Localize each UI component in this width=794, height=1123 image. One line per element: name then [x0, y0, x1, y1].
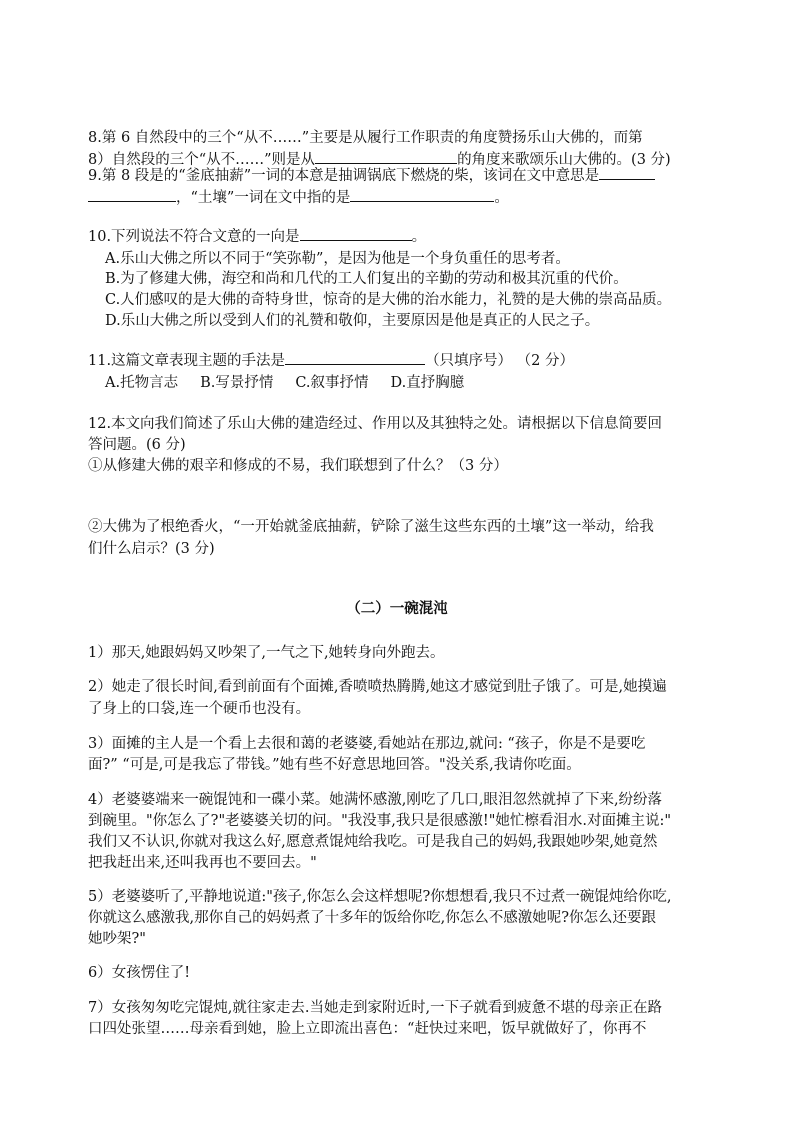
- passage-p4-line-2: 到碗里。"你怎么了?"老婆婆关切的问。"我没事,我只是很感激!"她忙檫看泪水.对面摊主说:": [88, 813, 672, 829]
- q11-stem-end: （只填序号） （2 分）: [425, 353, 575, 369]
- passage-p4-line-1: 4）老婆婆端来一碗馄饨和一碟小菜。她满怀感激,刚吃了几口,眼泪忽然就掉了下来,纷纷落: [88, 792, 663, 808]
- q8-line-2-start: 8）自然段的三个“从不……”则是从: [88, 152, 316, 168]
- passage-p1: 1）那天,她跟妈妈又吵架了,一气之下,她转身向外跑去。: [88, 645, 445, 661]
- q11-option-c: C.叙事抒情: [295, 375, 369, 391]
- q11-stem-text: 11.这篇文章表现主题的手法是: [88, 353, 286, 369]
- q9-answer-blank-1b[interactable]: [88, 187, 176, 202]
- passage-p3-line-1: 3）面摊的主人是一个看上去很和蔼的老婆婆,看她站在那边,就问: “孩子，你是不是要吃: [88, 736, 646, 752]
- passage-p7-line-1: 7）女孩匆匆吃完馄炖,就往家走去.当她走到家附近时,一下子就看到疲惫不堪的母亲正在路: [88, 1000, 663, 1016]
- passage-p5-line-3: 她吵架?": [88, 931, 146, 947]
- q11-answer-blank[interactable]: [285, 350, 425, 365]
- q10-option-c: C.人们感叹的是大佛的奇特身世，惊奇的是大佛的治水能力，礼赞的是大佛的崇高品质。: [105, 292, 672, 308]
- q12-line-1: 12.本文向我们简述了乐山大佛的建造经过、作用以及其独特之处。请根据以下信息简要回: [88, 416, 663, 432]
- q10-option-d: D.乐山大佛之所以受到人们的礼赞和敬仰，主要原因是他是真正的人民之子。: [105, 313, 600, 329]
- q12-sub-2-line-1: ②大佛为了根绝香火，“一开始就釜底抽薪，铲除了滋生这些东西的土壤”这一举动，给我: [88, 519, 654, 535]
- q10-answer-blank[interactable]: [300, 226, 412, 241]
- q12-sub-1: ①从修建大佛的艰辛和修成的不易，我们联想到了什么？（3 分）: [88, 458, 508, 474]
- q10-stem: [88, 226, 426, 248]
- section-title: （二）一碗混沌: [346, 600, 448, 617]
- q11-options: [105, 372, 486, 394]
- q9-answer-blank-2[interactable]: [350, 187, 494, 202]
- q8-line-1: 8.第 6 自然段中的三个“从不……”主要是从履行工作职责的角度赞扬乐山大佛的，而第: [88, 130, 643, 146]
- q9-line-1-text: 9.第 8 段是的“釜底抽薪”一词的本意是抽调锅底下燃烧的柴，该词在文中意思是: [88, 168, 600, 184]
- passage-p7-line-2: 口四处张望……母亲看到她，脸上立即流出喜色：“赶快过来吧，饭早就做好了，你再不: [88, 1021, 647, 1037]
- q10-option-b: B.为了修建大佛，海空和尚和几代的工人们复出的辛勤的劳动和极其沉重的代价。: [105, 271, 628, 287]
- q9-answer-blank-1a[interactable]: [599, 165, 655, 180]
- q9-line-2: [88, 187, 509, 209]
- q10-option-a: A.乐山大佛之所以不同于“笑弥勒”，是因为他是一个身负重任的思考者。: [105, 251, 570, 267]
- q12-sub-2-line-2: 们什么启示？(3 分): [88, 541, 215, 557]
- passage-p5-line-1: 5）老婆婆听了,平静地说道:"孩子,你怎么会这样想呢?你想想看,我只不过煮一碗馄炖给你吃,: [88, 889, 672, 905]
- q9-line-2-mid: ，“土壤”一词在文中指的是: [176, 190, 351, 206]
- q8-answer-blank[interactable]: [315, 149, 457, 164]
- q9-line-1: [88, 165, 655, 187]
- q10-stem-end: 。: [411, 229, 427, 245]
- passage-p2-line-1: 2）她走了很长时间,看到前面有个面摊,香喷喷热腾腾,她这才感觉到肚子饿了。可是,她摸遍: [88, 679, 667, 695]
- passage-p5-line-2: 你就这么感激我,那你自己的妈妈煮了十多年的饭给你吃,你怎么不感激她呢?你怎么还要跟: [88, 910, 656, 926]
- passage-p4-line-3: 我们又不认识,你就对我这么好,愿意煮馄炖给我吃。可是我自己的妈妈,我跟她吵架,她竟然: [88, 834, 658, 850]
- q8-line-2-end: 的角度来歌颂乐山大佛的。(3 分): [457, 152, 671, 168]
- passage-p4-line-4: 把我赶出来,还叫我再也不要回去。": [88, 855, 317, 871]
- passage-p6: 6）女孩愣住了!: [88, 965, 191, 981]
- passage-p3-line-2: 面?” “可是,可是我忘了带钱。”她有些不好意思地回答。"没关系,我请你吃面。: [88, 757, 581, 773]
- q9-line-2-end: 。: [494, 190, 509, 206]
- q11-option-a: A.托物言志: [105, 375, 179, 391]
- q12-line-2: 答问题。(6 分): [88, 437, 186, 453]
- q11-stem: [88, 350, 574, 372]
- q10-stem-text: 10.下列说法不符合文意的一向是: [88, 229, 300, 245]
- q11-option-d: D.直抒胸臆: [390, 375, 465, 391]
- q11-option-b: B.写景抒情: [200, 375, 274, 391]
- passage-p2-line-2: 了身上的口袋,连一个硬币也没有。: [88, 701, 311, 717]
